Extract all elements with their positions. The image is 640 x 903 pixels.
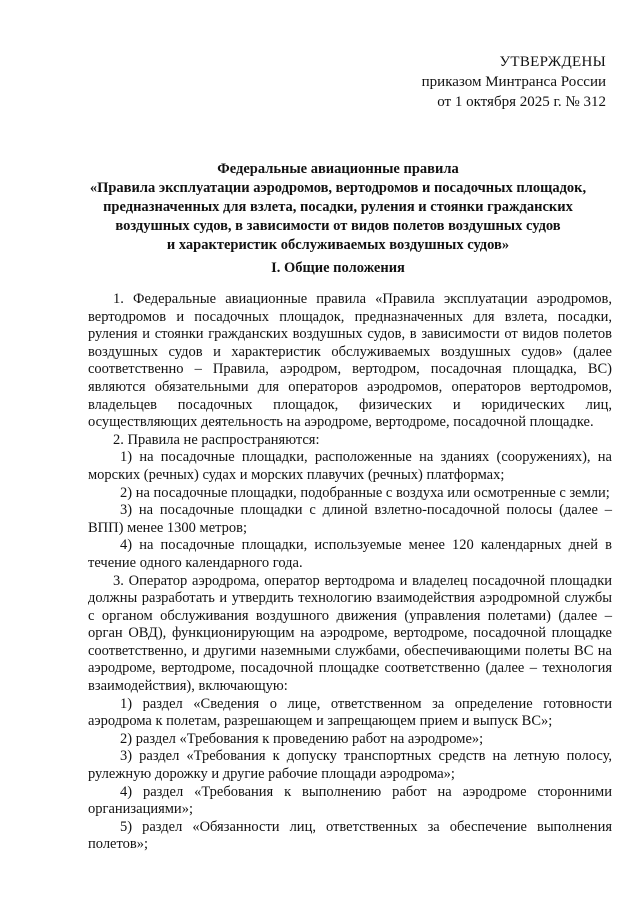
list-item: 5) раздел «Обязанности лиц, ответственных за обеспечение выполнения полетов»; [88,818,612,853]
section-heading: I. Общие положения [271,260,405,276]
title-line-2: «Правила эксплуатации аэродромов, вертодромов и посадочных площадок, [89,180,587,196]
title-line-4: воздушных судов, в зависимости от видов полетов воздушных судов [115,218,561,234]
paragraph-3: 3. Оператор аэродрома, оператор вертодрома и владелец посадочной площадки должны разработать и утвердить технологию взаимодействия аэродромной службы с органом обслуживания воздушного движения (управления полетами) (далее – орган ОВД), функционирующим на аэродроме, вертодроме, посадочной площадке соответственно, и другими наземными службами, обеспечивающими полеты ВС на аэродроме, вертодроме, посадочной площадке соответственно (далее – технология взаимодействия), включающую: [88,572,612,695]
approval-order-line: приказом Минтранса России [421,74,606,90]
list-item: 1) на посадочные площадки, расположенные на зданиях (сооружениях), на морских (речных) судах и морских плавучих (речных) платформах; [88,449,612,483]
approval-date-line: от 1 октября 2025 г. № 312 [437,94,606,110]
approval-heading: УТВЕРЖДЕНЫ [499,54,606,70]
title-line-1: Федеральные авиационные правила [217,161,459,177]
title-line-5: и характеристик обслуживаемых воздушных судов» [166,237,510,253]
paragraph-2: 2. Правила не распространяются: [113,431,320,448]
list-item: 2) раздел «Требования к проведению работ на аэродроме»; [120,730,484,747]
list-item: 4) раздел «Требования к выполнению работ на аэродроме сторонними организациями»; [88,783,612,818]
list-item: 4) на посадочные площадки, используемые менее 120 календарных дней в течение одного календарного года. [88,537,612,571]
list-item: 1) раздел «Сведения о лице, ответственном за определение готовности аэродрома к полетам, разрешающем и запрещающем прием и выпуск ВС»; [88,695,612,730]
title-line-3: предназначенных для взлета, посадки, руления и стоянки гражданских [103,199,573,215]
document-title [60,160,616,255]
paragraph-1: 1. Федеральные авиационные правила «Правила эксплуатации аэродромов, вертодромов и посадочных площадок, предназначенных для взлета, посадки, руления и стоянки гражданских воздушных судов, в зависимости от видов полетов воздушных судов и характеристик обслуживаемых воздушных судов» (далее соответственно – Правила, аэродром, вертодром, посадочная площадка, ВС) являются обязательными для операторов аэродромов, операторов вертодромов, владельцев посадочных площадок, физических и юридических лиц, осуществляющих деятельность на аэродроме, вертодроме, посадочной площадке. [88,291,612,431]
approval-stamp [422,52,606,112]
list-item: 3) на посадочные площадки с длиной взлетно-посадочной полосы (далее – ВПП) менее 1300 метров; [88,502,612,536]
list-item: 2) на посадочные площадки, подобранные с воздуха или осмотренные с земли; [120,484,610,501]
document-body [88,291,612,854]
list-item: 3) раздел «Требования к допуску транспортных средств на летную полосу, рулежную дорожку и другие рабочие площади аэродрома»; [88,748,612,783]
